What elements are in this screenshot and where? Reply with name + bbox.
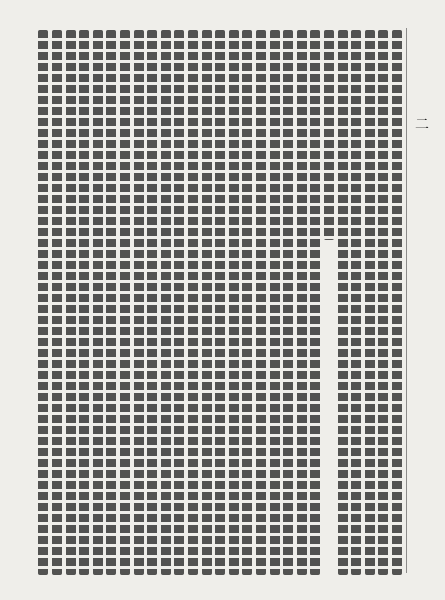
- text-column: [38, 30, 48, 575]
- text-column: [134, 30, 144, 575]
- text-column: [120, 30, 130, 575]
- text-column: [202, 30, 212, 575]
- text-column: [283, 30, 293, 575]
- text-column: [52, 30, 62, 575]
- text-column: [229, 30, 239, 575]
- text-column: [106, 30, 116, 575]
- text-column: [161, 30, 171, 575]
- margin-rule: [406, 28, 407, 573]
- text-column: [66, 30, 76, 575]
- text-column: [365, 30, 375, 575]
- text-column: [215, 30, 225, 575]
- text-column: [270, 30, 280, 575]
- text-column: [338, 30, 348, 575]
- text-column: [242, 30, 252, 575]
- text-column: [297, 30, 307, 575]
- text-column: [256, 30, 266, 575]
- text-column: [93, 30, 103, 575]
- text-column: [188, 30, 198, 575]
- text-column: [378, 30, 388, 575]
- text-column: [174, 30, 184, 575]
- text-column: [351, 30, 361, 575]
- text-column: [79, 30, 89, 575]
- text-column: [147, 30, 157, 575]
- text-column: [324, 30, 334, 240]
- text-column: [310, 30, 320, 575]
- page-number: 二: [415, 117, 429, 133]
- text-column: [392, 30, 402, 575]
